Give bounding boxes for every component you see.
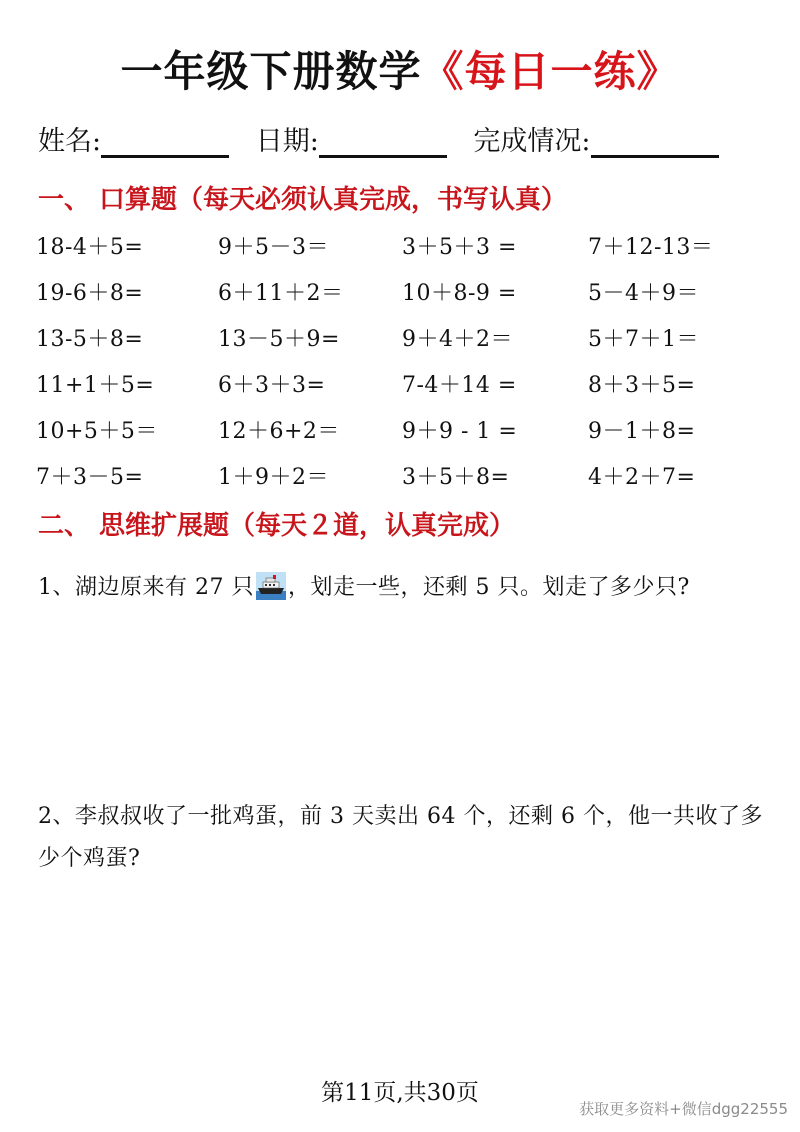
- grid-row: [36, 274, 776, 320]
- title-accent: 《每日一练》: [421, 47, 680, 96]
- problem1-text-before: 1、湖边原来有 27 只: [38, 575, 254, 600]
- name-field[interactable]: [38, 120, 229, 164]
- completion-label: 完成情况:: [473, 126, 591, 157]
- arithmetic-item: 19-6＋8=: [36, 281, 144, 306]
- grid-row: [36, 412, 776, 458]
- arithmetic-item: 9－1＋8=: [588, 419, 696, 444]
- arithmetic-item: 9＋5－3＝: [218, 235, 329, 260]
- completion-field[interactable]: [473, 120, 718, 164]
- completion-blank-line[interactable]: [591, 125, 719, 158]
- arithmetic-item: 10＋8-9 =: [402, 281, 517, 306]
- arithmetic-item: 6＋11＋2＝: [218, 281, 344, 306]
- arithmetic-item: 7＋3－5=: [36, 465, 144, 490]
- arithmetic-item: 1＋9＋2＝: [218, 465, 329, 490]
- arithmetic-grid: [36, 228, 776, 504]
- problem1-text-after: ，划走一些，还剩 5 只。划走了多少只?: [287, 575, 690, 600]
- arithmetic-item: 11+1＋5=: [36, 373, 155, 398]
- arithmetic-item: 3＋5＋8=: [402, 465, 510, 490]
- word-problem-2: 2、李叔叔收了一批鸡蛋，前 3 天卖出 64 个，还剩 6 个，他一共收了多少个鸡蛋?: [38, 804, 763, 871]
- date-field[interactable]: [256, 120, 447, 164]
- page-number: 第11页,共30页: [321, 1080, 479, 1106]
- name-label: 姓名:: [38, 126, 102, 157]
- arithmetic-item: 5＋7＋1＝: [588, 327, 699, 352]
- date-blank-line[interactable]: [319, 125, 447, 158]
- arithmetic-item: 4＋2＋7=: [588, 465, 696, 490]
- grid-row: [36, 320, 776, 366]
- arithmetic-item: 10+5＋5＝: [36, 419, 158, 444]
- arithmetic-item: 3＋5＋3 =: [402, 235, 517, 260]
- grid-row: [36, 458, 776, 504]
- arithmetic-item: 5－4＋9＝: [588, 281, 699, 306]
- watermark-text: 获取更多资料+微信dgg22555: [579, 1100, 788, 1118]
- arithmetic-item: 13－5＋9=: [218, 327, 340, 352]
- page-title: [0, 42, 800, 102]
- arithmetic-item: 9＋9 - 1 =: [402, 419, 518, 444]
- arithmetic-item: 9＋4＋2＝: [402, 327, 513, 352]
- date-label: 日期:: [255, 126, 319, 157]
- arithmetic-item: 7＋12-13＝: [588, 235, 714, 260]
- section2-heading: 二、 思维扩展题（每天２道，认真完成）: [38, 511, 516, 541]
- section1-heading: 一、 口算题（每天必须认真完成，书写认真）: [38, 185, 568, 215]
- word-problem-1: [38, 568, 768, 608]
- arithmetic-item: 13-5＋8=: [36, 327, 144, 352]
- grid-row: [36, 228, 776, 274]
- name-blank-line[interactable]: [101, 125, 229, 158]
- boat-icon: [256, 572, 286, 600]
- grid-row: [36, 366, 776, 412]
- arithmetic-item: 6＋3＋3=: [218, 373, 326, 398]
- arithmetic-item: 7-4＋14 =: [402, 373, 517, 398]
- arithmetic-item: 18-4＋5=: [36, 235, 144, 260]
- title-main: 一年级下册数学: [120, 47, 422, 96]
- student-info-row: [38, 120, 778, 164]
- arithmetic-item: 8＋3＋5=: [588, 373, 696, 398]
- arithmetic-item: 12＋6+2＝: [218, 419, 340, 444]
